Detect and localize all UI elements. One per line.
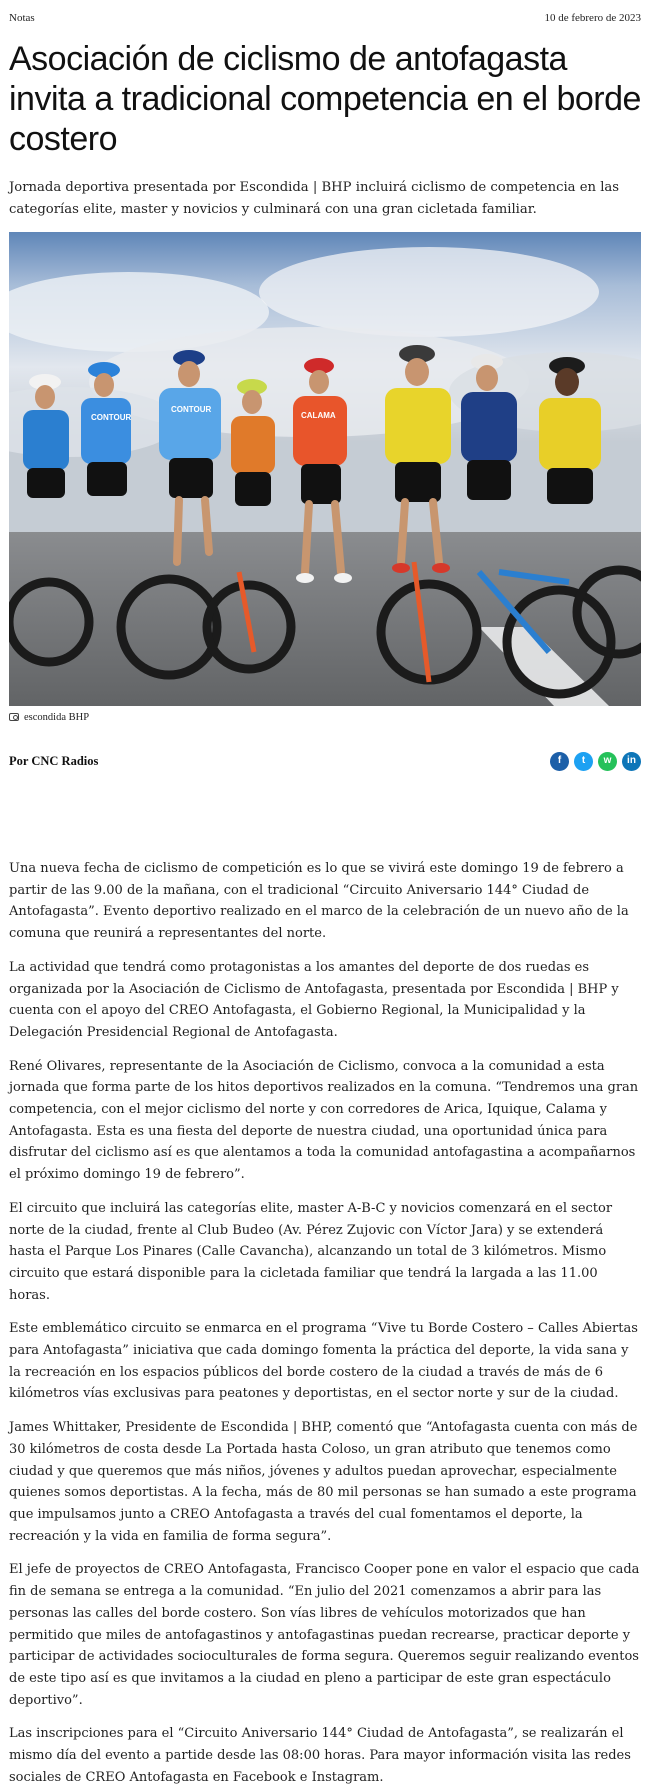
article-paragraph: El jefe de proyectos de CREO Antofagasta, Francisco Cooper pone en valor el espacio que cada fin de semana se entrega a la comunidad. “En julio del 2021 comenzamos a abrir para las personas las calles del borde costero. Son vías libres de vehículos motorizados que han permitido que miles de antofagastinos y antofagastinas puedan recrearse, practicar deporte y participar de actividades socioculturales de forma segura. Queremos seguir realizando eventos de este tipo así es que invitamos a la ciudad en pleno a participar de este gran espectáculo deportivo”. xyxy=(9,1562,640,1708)
linkedin-share-icon[interactable]: in xyxy=(622,752,641,771)
article-body xyxy=(9,858,641,1788)
article-paragraph: Las inscripciones para el “Circuito Aniversario 144° Ciudad de Antofagasta”, se realizarán el mismo día del evento a partide desde las 08:00 horas. Para mayor información visita las redes sociales de CREO Antofagasta en Facebook e Instagram. xyxy=(9,1726,631,1785)
publish-date: 10 de febrero de 2023 xyxy=(544,12,641,24)
cyclists-illustration xyxy=(9,232,641,706)
jersey-print: CONTOUR xyxy=(91,413,132,422)
byline-row xyxy=(9,748,641,774)
article-paragraph: Una nueva fecha de ciclismo de competición es lo que se vivirá este domingo 19 de febrero a partir de las 9.00 de la mañana, con el tradicional “Circuito Aniversario 144° Ciudad de Antofagasta”. Evento deportivo realizado en el marco de la celebración de un nuevo año de la comuna que reunirá a representantes del norte. xyxy=(9,861,629,942)
facebook-share-icon[interactable]: f xyxy=(550,752,569,771)
twitter-share-icon[interactable]: t xyxy=(574,752,593,771)
jersey-print: CONTOUR xyxy=(171,405,212,414)
article-lead: Jornada deportiva presentada por Escondida | BHP incluirá ciclismo de competencia en las categorías elite, master y novicios y culminará con una gran cicletada familiar. xyxy=(9,180,620,217)
image-caption xyxy=(9,706,641,728)
camera-icon xyxy=(9,713,19,721)
whatsapp-share-icon[interactable]: w xyxy=(598,752,617,771)
jersey-print: CALAMA xyxy=(301,411,336,420)
article-paragraph: La actividad que tendrá como protagonistas a los amantes del deporte de dos ruedas es organizada por la Asociación de Ciclismo de Antofagasta, presentada por Escondida | BHP y cuenta con el apoyo del CREO Antofagasta, el Gobierno Regional, la Municipalidad y la Delegación Presidencial Regional de Antofagasta. xyxy=(9,959,619,1040)
top-bar xyxy=(9,0,641,36)
section-label[interactable]: Notas xyxy=(9,12,35,24)
article-paragraph: El circuito que incluirá las categorías elite, master A-B-C y novicios comenzará en el sector norte de la ciudad, frente al Club Budeo (Av. Pérez Zujovic con Víctor Jara) y se extenderá hasta el Parque Los Pinares (Calle Cavancha), alcanzando un total de 3 kilómetros. Mismo circuito que estará disponible para la cicletada familiar que tendrá la largada a las 11.00 horas. xyxy=(9,1200,613,1303)
article-paragraph: Este emblemático circuito se enmarca en el programa “Vive tu Borde Costero – Calles Abiertas para Antofagasta” iniciativa que cada domingo fomenta la práctica del deporte, la vida sana y la recreación en los espacios públicos del borde costero de la ciudad a través de más de 6 kilómetros vías exclusivas para peatones y deportistas, en el sector norte y sur de la ciudad. xyxy=(9,1321,638,1402)
author-byline: Por CNC Radios xyxy=(9,753,99,768)
article-paragraph: René Olivares, representante de la Asociación de Ciclismo, convoca a la comunidad a esta jornada que forma parte de los hitos deportivos realizados en la comuna. “Tendremos una gran competencia, con el mejor ciclismo del norte y con corredores de Arica, Iquique, Calama y Antofagasta. Esta es una fiesta del deporte de nuestra ciudad, una oportunidad única para disfrutar del ciclismo así es que alentamos a toda la comunidad antofagastina a acompañarnos el próximo domingo 19 de febrero”. xyxy=(9,1058,639,1183)
article-title: Asociación de ciclismo de antofagasta invita a tradicional competencia en el borde costero xyxy=(9,40,641,158)
share-buttons xyxy=(550,752,641,771)
image-caption-text: escondida BHP xyxy=(24,711,90,723)
hero-photo-cyclists xyxy=(9,232,641,706)
article-paragraph: James Whittaker, Presidente de Escondida | BHP, comentó que “Antofagasta cuenta con más de 30 kilómetros de costa desde La Portada hasta Coloso, un gran atributo que tenemos como ciudad y que queremos que más niños, jóvenes y adultos puedan aprovechar, especialmente quienes somos deportistas. A la fecha, más de 80 mil personas se han sumado a este programa que impulsamos junto a CREO Antofagasta a través del cual fomentamos el deporte, la recreación y la vida en familia de forma segura”. xyxy=(9,1420,638,1544)
